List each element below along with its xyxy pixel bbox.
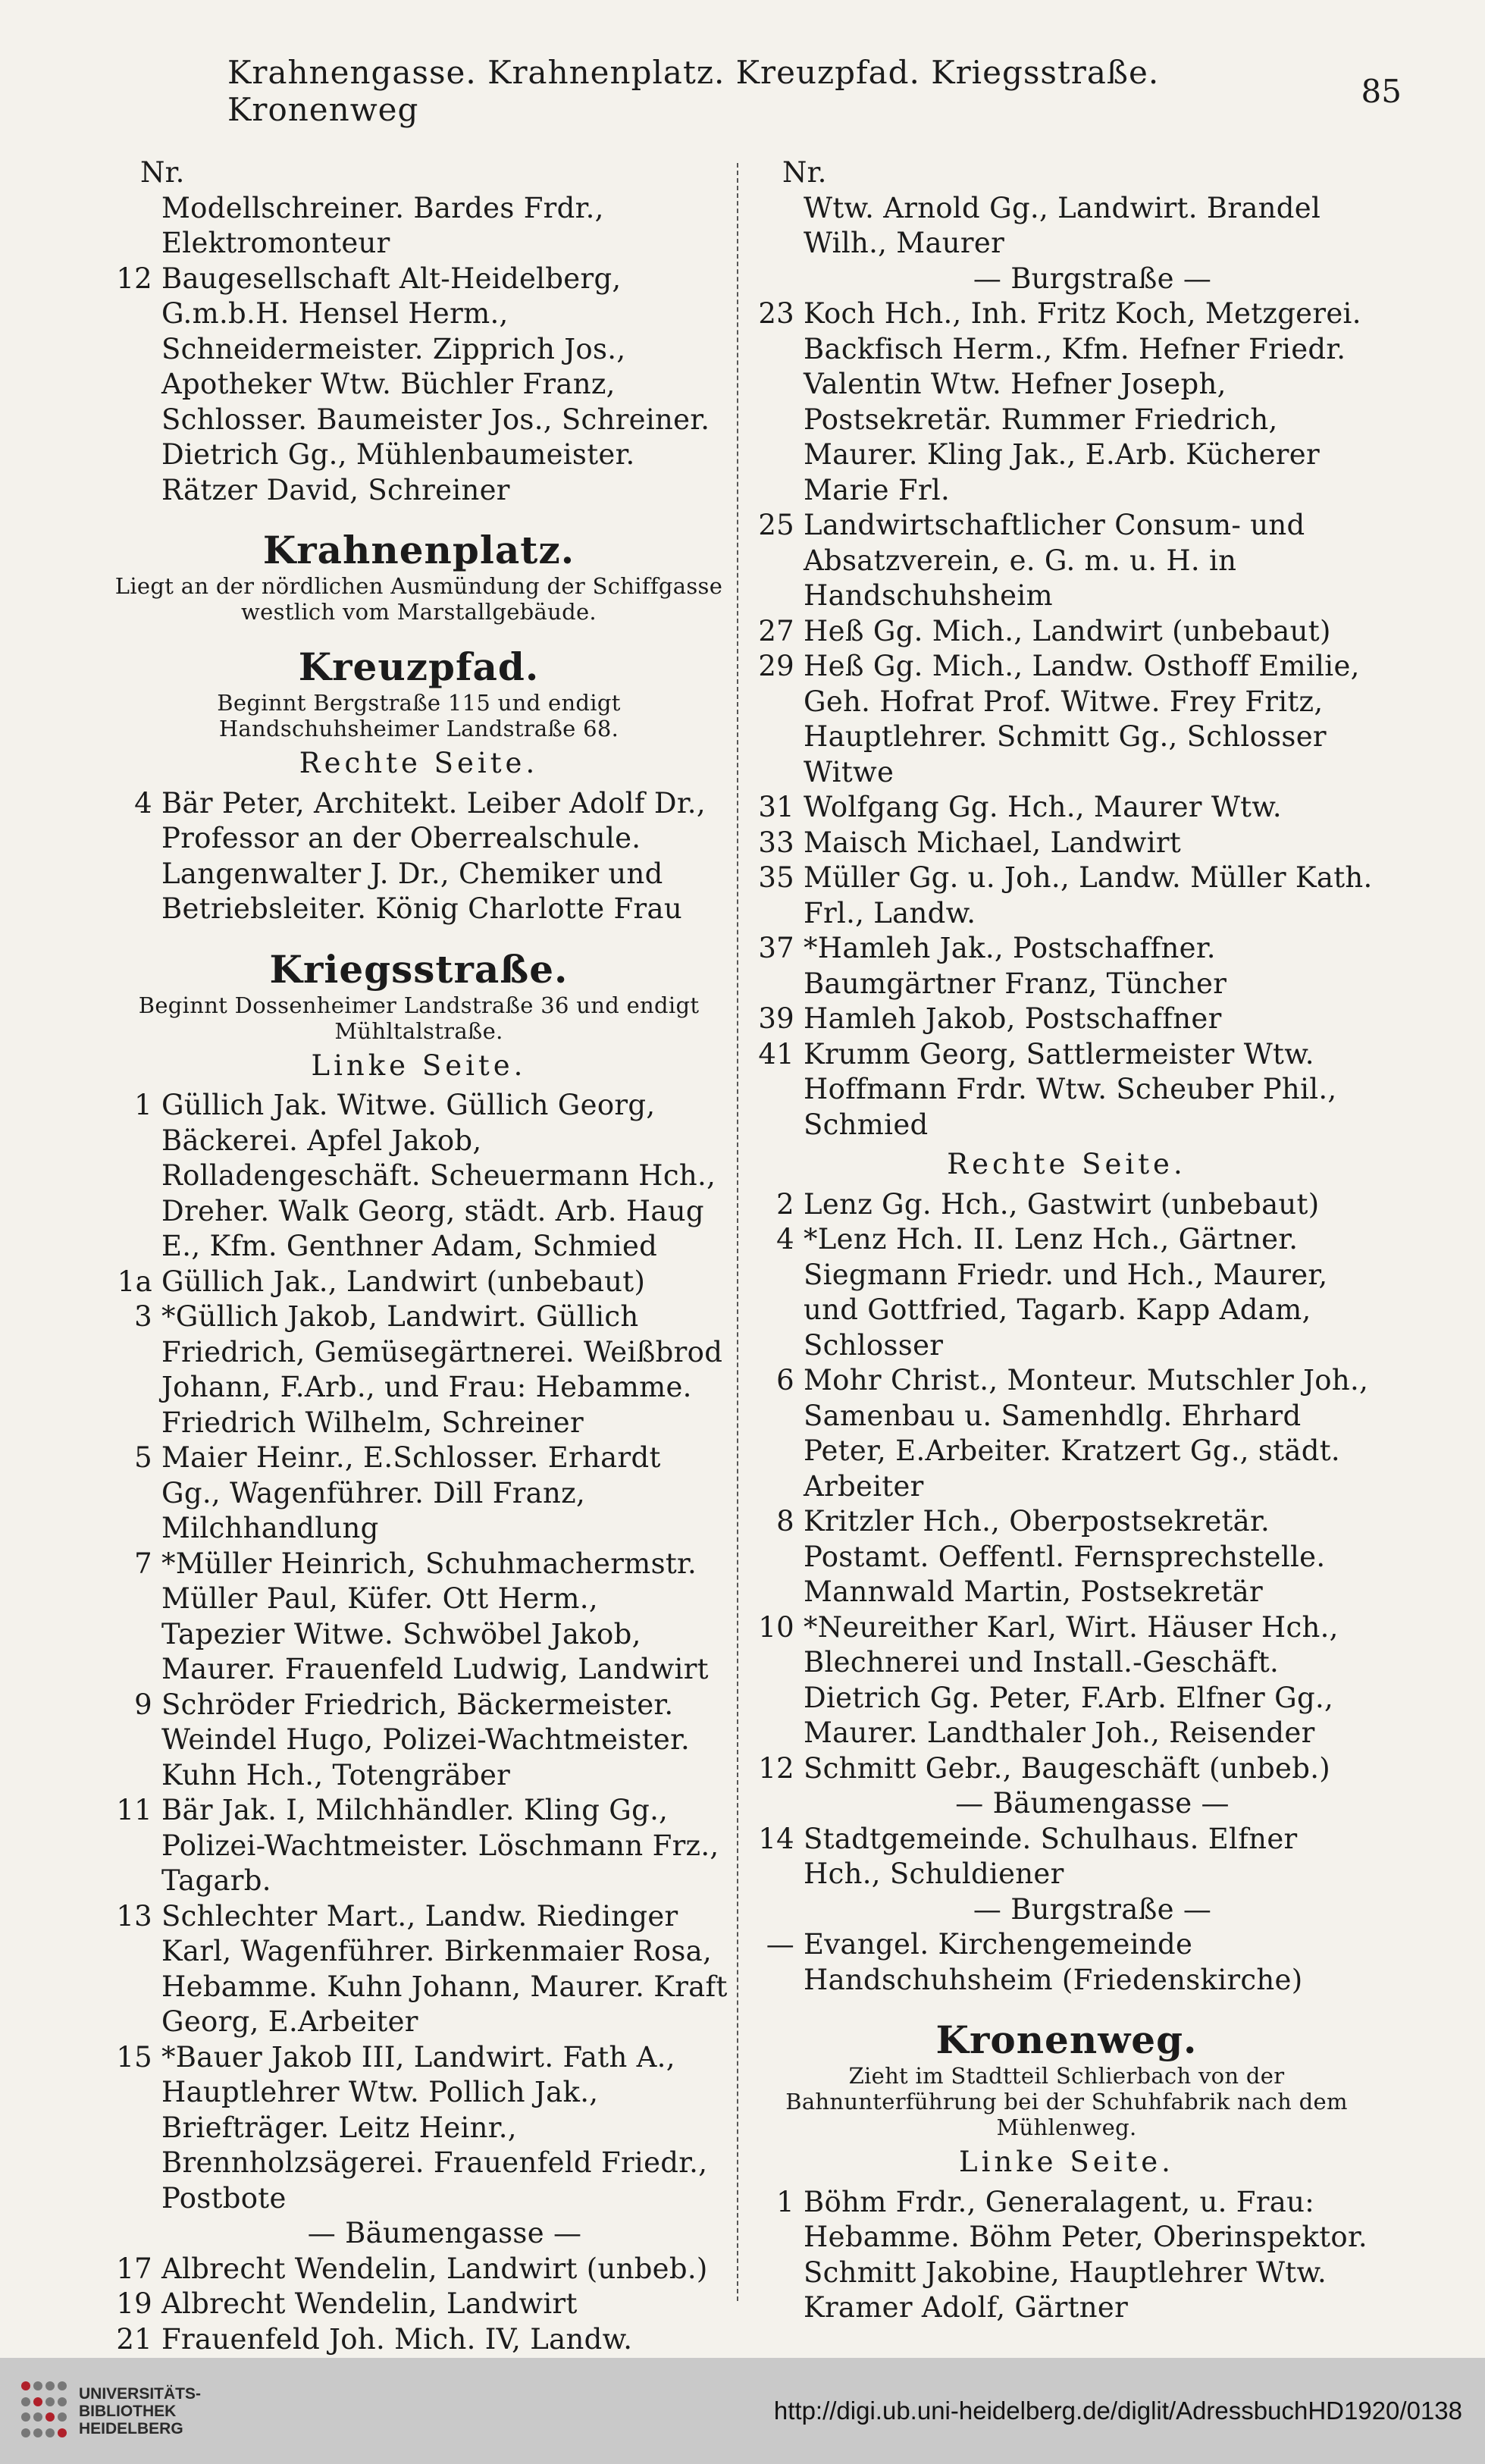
resident-text: Schmitt Gebr., Baugeschäft (unbeb.) (804, 1751, 1330, 1785)
list-item (752, 1187, 1381, 1223)
list-item (752, 1504, 1381, 1610)
resident-text: Maier Heinr., E.Schlosser. Erhardt Gg., Wagenführer. Dill Franz, Milchhandlung (161, 1441, 661, 1544)
list-item (752, 1002, 1381, 1037)
list-item (110, 1299, 728, 1440)
resident-text: Schröder Friedrich, Bäckermeister. Weindel Hugo, Polizei-Wachtmeister. Kuhn Hch., Totengräber (161, 1688, 691, 1792)
street-title-kreuzpfad: Kreuzpfad. (298, 644, 540, 689)
resident-text: Güllich Jak., Landwirt (unbebaut) (161, 1265, 646, 1298)
resident-text: *Neureither Karl, Wirt. Häuser Hch., Blechnerei und Install.-Geschäft. Dietrich Gg. Peter, F.Arb. Elfner Gg., Maurer. Landthaler Joh., Reisender (804, 1610, 1339, 1749)
house-number: 35 (758, 861, 794, 894)
house-number: 19 (116, 2287, 152, 2320)
resident-text: *Hamleh Jak., Postschaffner. Baumgärtner Franz, Tüncher (804, 932, 1227, 1000)
list-item (752, 1751, 1381, 1787)
resident-text: Bär Jak. I, Milchhändler. Kling Gg., Polizei-Wachtmeister. Löschmann Frz., Tagarb. (161, 1794, 719, 1897)
cross-street-marker: — Bäumengasse — (955, 1787, 1230, 1820)
resident-text: Modellschreiner. Bardes Frdr., Elektromonteur (161, 191, 604, 259)
house-number: 27 (758, 614, 794, 647)
library-logo (21, 2381, 201, 2440)
resident-text: Hamleh Jakob, Postschaffner (804, 1002, 1222, 1035)
list-item (110, 786, 728, 927)
list-item (110, 262, 728, 509)
resident-text: Krumm Georg, Sattlermeister Wtw. Hoffmann Frdr. Wtw. Scheuber Phil., Schmied (804, 1037, 1337, 1141)
resident-text: Evangel. Kirchengemeinde Handschuhsheim (Friedenskirche) (804, 1928, 1303, 1996)
list-item (752, 790, 1381, 826)
house-number: 1a (117, 1265, 152, 1298)
side-heading: Linke Seite. (959, 2146, 1174, 2178)
resident-text: *Lenz Hch. II. Lenz Hch., Gärtner. Siegmann Friedr. und Hch., Maurer, und Gottfried, Tagarb. Kapp Adam, Schlosser (804, 1223, 1328, 1362)
list-item (752, 826, 1381, 861)
street-description: Liegt an der nördlichen Ausmündung der Schiffgasse westlich vom Marstallgebäude. (114, 573, 723, 625)
house-number: 12 (116, 262, 152, 295)
resident-text: Maisch Michael, Landwirt (804, 826, 1182, 859)
resident-text: Wtw. Arnold Gg., Landwirt. Brandel Wilh., Maurer (804, 191, 1321, 259)
house-number: 10 (758, 1610, 794, 1644)
list-item (110, 1088, 728, 1265)
library-logo-icon (21, 2381, 68, 2440)
house-number: 41 (758, 1037, 794, 1071)
resident-text: Wolfgang Gg. Hch., Maurer Wtw. (804, 791, 1282, 823)
house-number: 1 (134, 1089, 152, 1121)
source-url-link[interactable]: http://digi.ub.uni-heidelberg.de/diglit/AdressbuchHD1920/0138 (773, 2397, 1462, 2425)
list-item (752, 296, 1381, 508)
house-number: 1 (776, 2185, 794, 2218)
house-number: 13 (116, 1899, 152, 1933)
list-item (752, 508, 1381, 614)
list-item (752, 2185, 1381, 2326)
list-item (752, 1037, 1381, 1143)
resident-text: Kritzler Hch., Oberpostsekretär. Postamt. Oeffentl. Fernsprechstelle. Mannwald Martin, Postsekretär (804, 1505, 1326, 1608)
house-number: 9 (134, 1688, 152, 1721)
house-number: 11 (116, 1794, 152, 1826)
resident-text: Albrecht Wendelin, Landwirt (161, 2287, 578, 2320)
list-item (752, 649, 1381, 790)
list-item (110, 1899, 728, 2040)
house-number: 6 (776, 1364, 794, 1397)
house-number: 23 (758, 297, 794, 330)
resident-text: Schlechter Mart., Landw. Riedinger Karl, Wagenführer. Birkenmaier Rosa, Hebamme. Kuhn Johann, Maurer. Kraft Georg, E.Arbeiter (161, 1899, 728, 2038)
resident-text: Albrecht Wendelin, Landwirt (unbeb.) (161, 2252, 708, 2285)
resident-text: Baugesellschaft Alt-Heidelberg, G.m.b.H. Hensel Herm., Schneidermeister. Zipprich Jos., Apotheker Wtw. Büchler Franz, Schlosser. Baumeister Jos., Schreiner. Dietrich Gg., Mühlenbaumeister. Rätzer David, Schreiner (161, 262, 710, 506)
list-item (752, 191, 1381, 262)
house-number: 12 (758, 1751, 794, 1785)
side-heading: Rechte Seite. (947, 1148, 1186, 1180)
house-number: 39 (758, 1002, 794, 1035)
resident-text: *Bauer Jakob III, Landwirt. Fath A., Hauptlehrer Wtw. Pollich Jak., Briefträger. Leitz Heinr., Brennholzsägerei. Frauenfeld Friedr., Postbote (161, 2040, 708, 2215)
resident-text: Frauenfeld Joh. Mich. IV, Landw. (161, 2322, 633, 2356)
resident-text: Stadtgemeinde. Schulhaus. Elfner Hch., Schuldiener (804, 1822, 1298, 1890)
nr-heading: Nr. (782, 156, 827, 189)
house-number: 8 (776, 1505, 794, 1538)
list-item (110, 191, 728, 262)
street-title-kronenweg: Kronenweg. (935, 2017, 1198, 2062)
house-number: 15 (116, 2040, 152, 2074)
cross-street-marker: — Bäumengasse — (307, 2217, 582, 2249)
list-item (752, 1822, 1381, 1892)
list-item (752, 1363, 1381, 1504)
house-number: 3 (134, 1300, 152, 1333)
street-title-kriegsstrasse: Kriegsstraße. (269, 946, 569, 992)
resident-text: Bär Peter, Architekt. Leiber Adolf Dr., Professor an der Oberrealschule. Langenwalter J. Dr., Chemiker und Betriebsleiter. König Charlotte Frau (161, 786, 706, 925)
nr-heading: Nr. (140, 156, 185, 189)
list-item (752, 614, 1381, 650)
house-number: 31 (758, 791, 794, 823)
house-number: 25 (758, 509, 794, 541)
resident-text: *Müller Heinrich, Schuhmachermstr. Müller Paul, Küfer. Ott Herm., Tapezier Witwe. Schwöbel Jakob, Maurer. Frauenfeld Ludwig, Landwirt (161, 1547, 709, 1685)
library-name-line: HEIDELBERG (79, 2419, 183, 2437)
resident-text: Müller Gg. u. Joh., Landw. Müller Kath. Frl., Landw. (804, 861, 1373, 929)
header-street-names: Krahnengasse. Krahnenplatz. Kreuzpfad. Kriegsstraße. Kronenweg (227, 54, 1160, 128)
list-item (110, 2252, 728, 2287)
resident-text: Mohr Christ., Monteur. Mutschler Joh., Samenbau u. Samenhdlg. Ehrhard Peter, E.Arbeiter. Kratzert Gg., städt. Arbeiter (804, 1364, 1369, 1503)
resident-text: Böhm Frdr., Generalagent, u. Frau: Hebamme. Böhm Peter, Oberinspektor. Schmitt Jakobine, Hauptlehrer Wtw. Kramer Adolf, Gärtner (804, 2185, 1368, 2324)
page-number: 85 (1361, 72, 1402, 110)
resident-text: *Güllich Jakob, Landwirt. Güllich Friedrich, Gemüsegärtnerei. Weißbrod Johann, F.Arb., und Frau: Hebamme. Friedrich Wilhelm, Schreiner (161, 1300, 723, 1439)
list-item (110, 1440, 728, 1547)
house-number: 21 (116, 2322, 152, 2356)
library-name-line: UNIVERSITÄTS- (79, 2384, 202, 2403)
list-item (110, 1688, 728, 1794)
house-number: 29 (758, 650, 794, 682)
resident-text: Güllich Jak. Witwe. Güllich Georg, Bäckerei. Apfel Jakob, Rolladengeschäft. Scheuermann Hch., Dreher. Walk Georg, städt. Arb. Haug E., Kfm. Genthner Adam, Schmied (161, 1089, 716, 1262)
street-title-krahnenplatz: Krahnenplatz. (262, 528, 575, 572)
house-number: 4 (776, 1223, 794, 1256)
house-number: 2 (776, 1187, 794, 1221)
list-item (110, 1547, 728, 1688)
list-item (752, 1610, 1381, 1751)
street-description: Beginnt Bergstraße 115 und endigt Handschuhsheimer Landstraße 68. (217, 690, 621, 741)
resident-text: Heß Gg. Mich., Landwirt (unbebaut) (804, 614, 1331, 647)
street-description: Beginnt Dossenheimer Landstraße 36 und endigt Mühltalstraße. (138, 992, 700, 1044)
house-number: — (766, 1928, 794, 1961)
resident-text: Koch Hch., Inh. Fritz Koch, Metzgerei. Backfisch Herm., Kfm. Hefner Friedr. Valentin Wtw. Hefner Joseph, Postsekretär. Rummer Friedrich, Maurer. Kling Jak., E.Arb. Kücherer Marie Frl. (804, 297, 1361, 506)
house-number: 37 (758, 932, 794, 964)
side-heading: Rechte Seite. (299, 747, 539, 779)
house-number: 14 (758, 1822, 794, 1855)
resident-text: Landwirtschaftlicher Consum- und Absatzverein, e. G. m. u. H. in Handschuhsheim (804, 509, 1305, 612)
library-name-line: BIBLIOTHEK (79, 2402, 177, 2420)
house-number: 5 (134, 1441, 152, 1474)
cross-street-marker: — Burgstraße — (973, 262, 1212, 295)
list-item (752, 861, 1381, 931)
list-item (752, 931, 1381, 1002)
house-number: 17 (116, 2252, 152, 2285)
list-item (110, 2040, 728, 2217)
cross-street-marker: — Burgstraße — (973, 1892, 1212, 1926)
street-description: Zieht im Stadtteil Schlierbach von der Bahnunterführung bei der Schuhfabrik nach dem Mühlenweg. (785, 2063, 1348, 2140)
left-column (110, 155, 728, 2357)
list-item (752, 1927, 1381, 1998)
list-item (110, 2287, 728, 2322)
list-item (110, 2322, 728, 2358)
list-item (752, 1222, 1381, 1363)
side-heading: Linke Seite. (311, 1049, 527, 1082)
right-column (752, 155, 1381, 2326)
resident-text: Lenz Gg. Hch., Gastwirt (unbebaut) (804, 1187, 1320, 1221)
library-name (79, 2385, 201, 2437)
list-item (110, 1793, 728, 1899)
list-item (110, 1265, 728, 1300)
library-footer (0, 2358, 1485, 2464)
house-number: 7 (134, 1547, 152, 1580)
resident-text: Heß Gg. Mich., Landw. Osthoff Emilie, Geh. Hofrat Prof. Witwe. Frey Fritz, Hauptlehrer. Schmitt Gg., Schlosser Witwe (804, 650, 1360, 788)
house-number: 4 (134, 786, 152, 820)
column-separator (737, 163, 738, 2301)
house-number: 33 (758, 826, 794, 859)
running-header (227, 54, 1402, 128)
